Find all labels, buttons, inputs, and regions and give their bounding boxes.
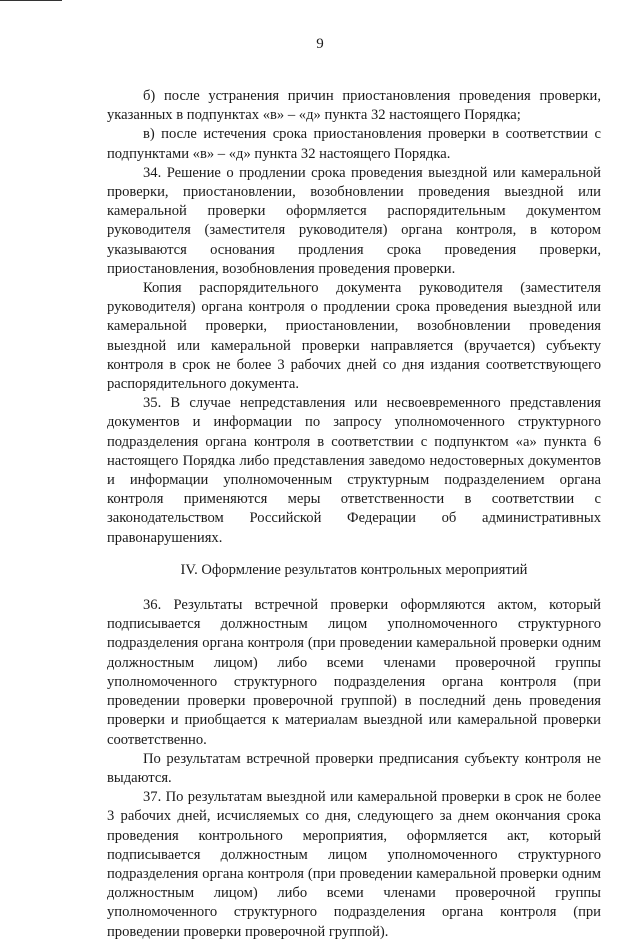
paragraph-36: 36. Результаты встречной проверки оформляются актом, который подписывается должностным лицом уполномоченного структурного подразделения органа контроля (при проведении камеральной проверки одним должностным лицом) либо всеми членами проверочной группы уполномоченного структурного подразделения органа контроля (при проведении проверки проверочной группой) в последний день проведения проверки и приобщается к материалам выездной или камеральной проверки соответственно. [107, 597, 601, 748]
paragraph-b: б) после устранения причин приостановления проведения проверки, указанных в подпунктах «в» – «д» пункта 32 настоящего Порядка; [107, 88, 601, 124]
page-number: 9 [316, 36, 324, 52]
paragraph-37: 37. По результатам выездной или камеральной проверки в срок не более 3 рабочих дней, исчисляемых со дня, следующего за днем окончания срока проведения контрольного мероприятия, оформляется акт, который подписывается должностным лицом уполномоченного структурного подразделения органа контроля (при проведении камеральной проверки одним должностным лицом) либо всеми членами проверочной группы уполномоченного структурного подразделения органа контроля (при проведении проверки проверочной группой). [107, 789, 601, 940]
paragraph-34-copy: Копия распорядительного документа руководителя (заместителя руководителя) органа контроля о продлении срока проведения выездной или камеральной проверки, приостановлении, возобновлении проведения выездной или камеральной проверки направляется (вручается) субъекту контроля в срок не более 3 рабочих дней со дня издания соответствующего распорядительного документа. [107, 280, 601, 393]
paragraph-34: 34. Решение о продлении срока проведения выездной или камеральной проверки, приостановлении, возобновлении проведения выездной или камеральной проверки оформляется распорядительным документом руководителя (заместителя руководителя) органа контроля, в котором указываются основания продления срока проведения проверки, приостановления, возобновления проведения проверки. [107, 164, 601, 277]
section-heading: IV. Оформление результатов контрольных мероприятий [180, 561, 528, 578]
top-rule [0, 0, 62, 1]
paragraph-36-note: По результатам встречной проверки предписания субъекту контроля не выдаются. [107, 750, 601, 786]
paragraph-v: в) после истечения срока приостановления проверки в соответствии с подпунктами «в» – «д» пункта 32 настоящего Порядка. [107, 126, 601, 162]
document-body [107, 87, 601, 942]
paragraph-35: 35. В случае непредставления или несвоевременного представления документов и информации по запросу уполномоченного структурного подразделения органа контроля в соответствии с подпунктом «а» пункта 6 настоящего Порядка либо представления заведомо недостоверных документов и информации уполномоченным структурным подразделением органа контроля применяются меры ответственности в соответствии с законодательством Российской Федерации об административных правонарушениях. [107, 395, 601, 546]
